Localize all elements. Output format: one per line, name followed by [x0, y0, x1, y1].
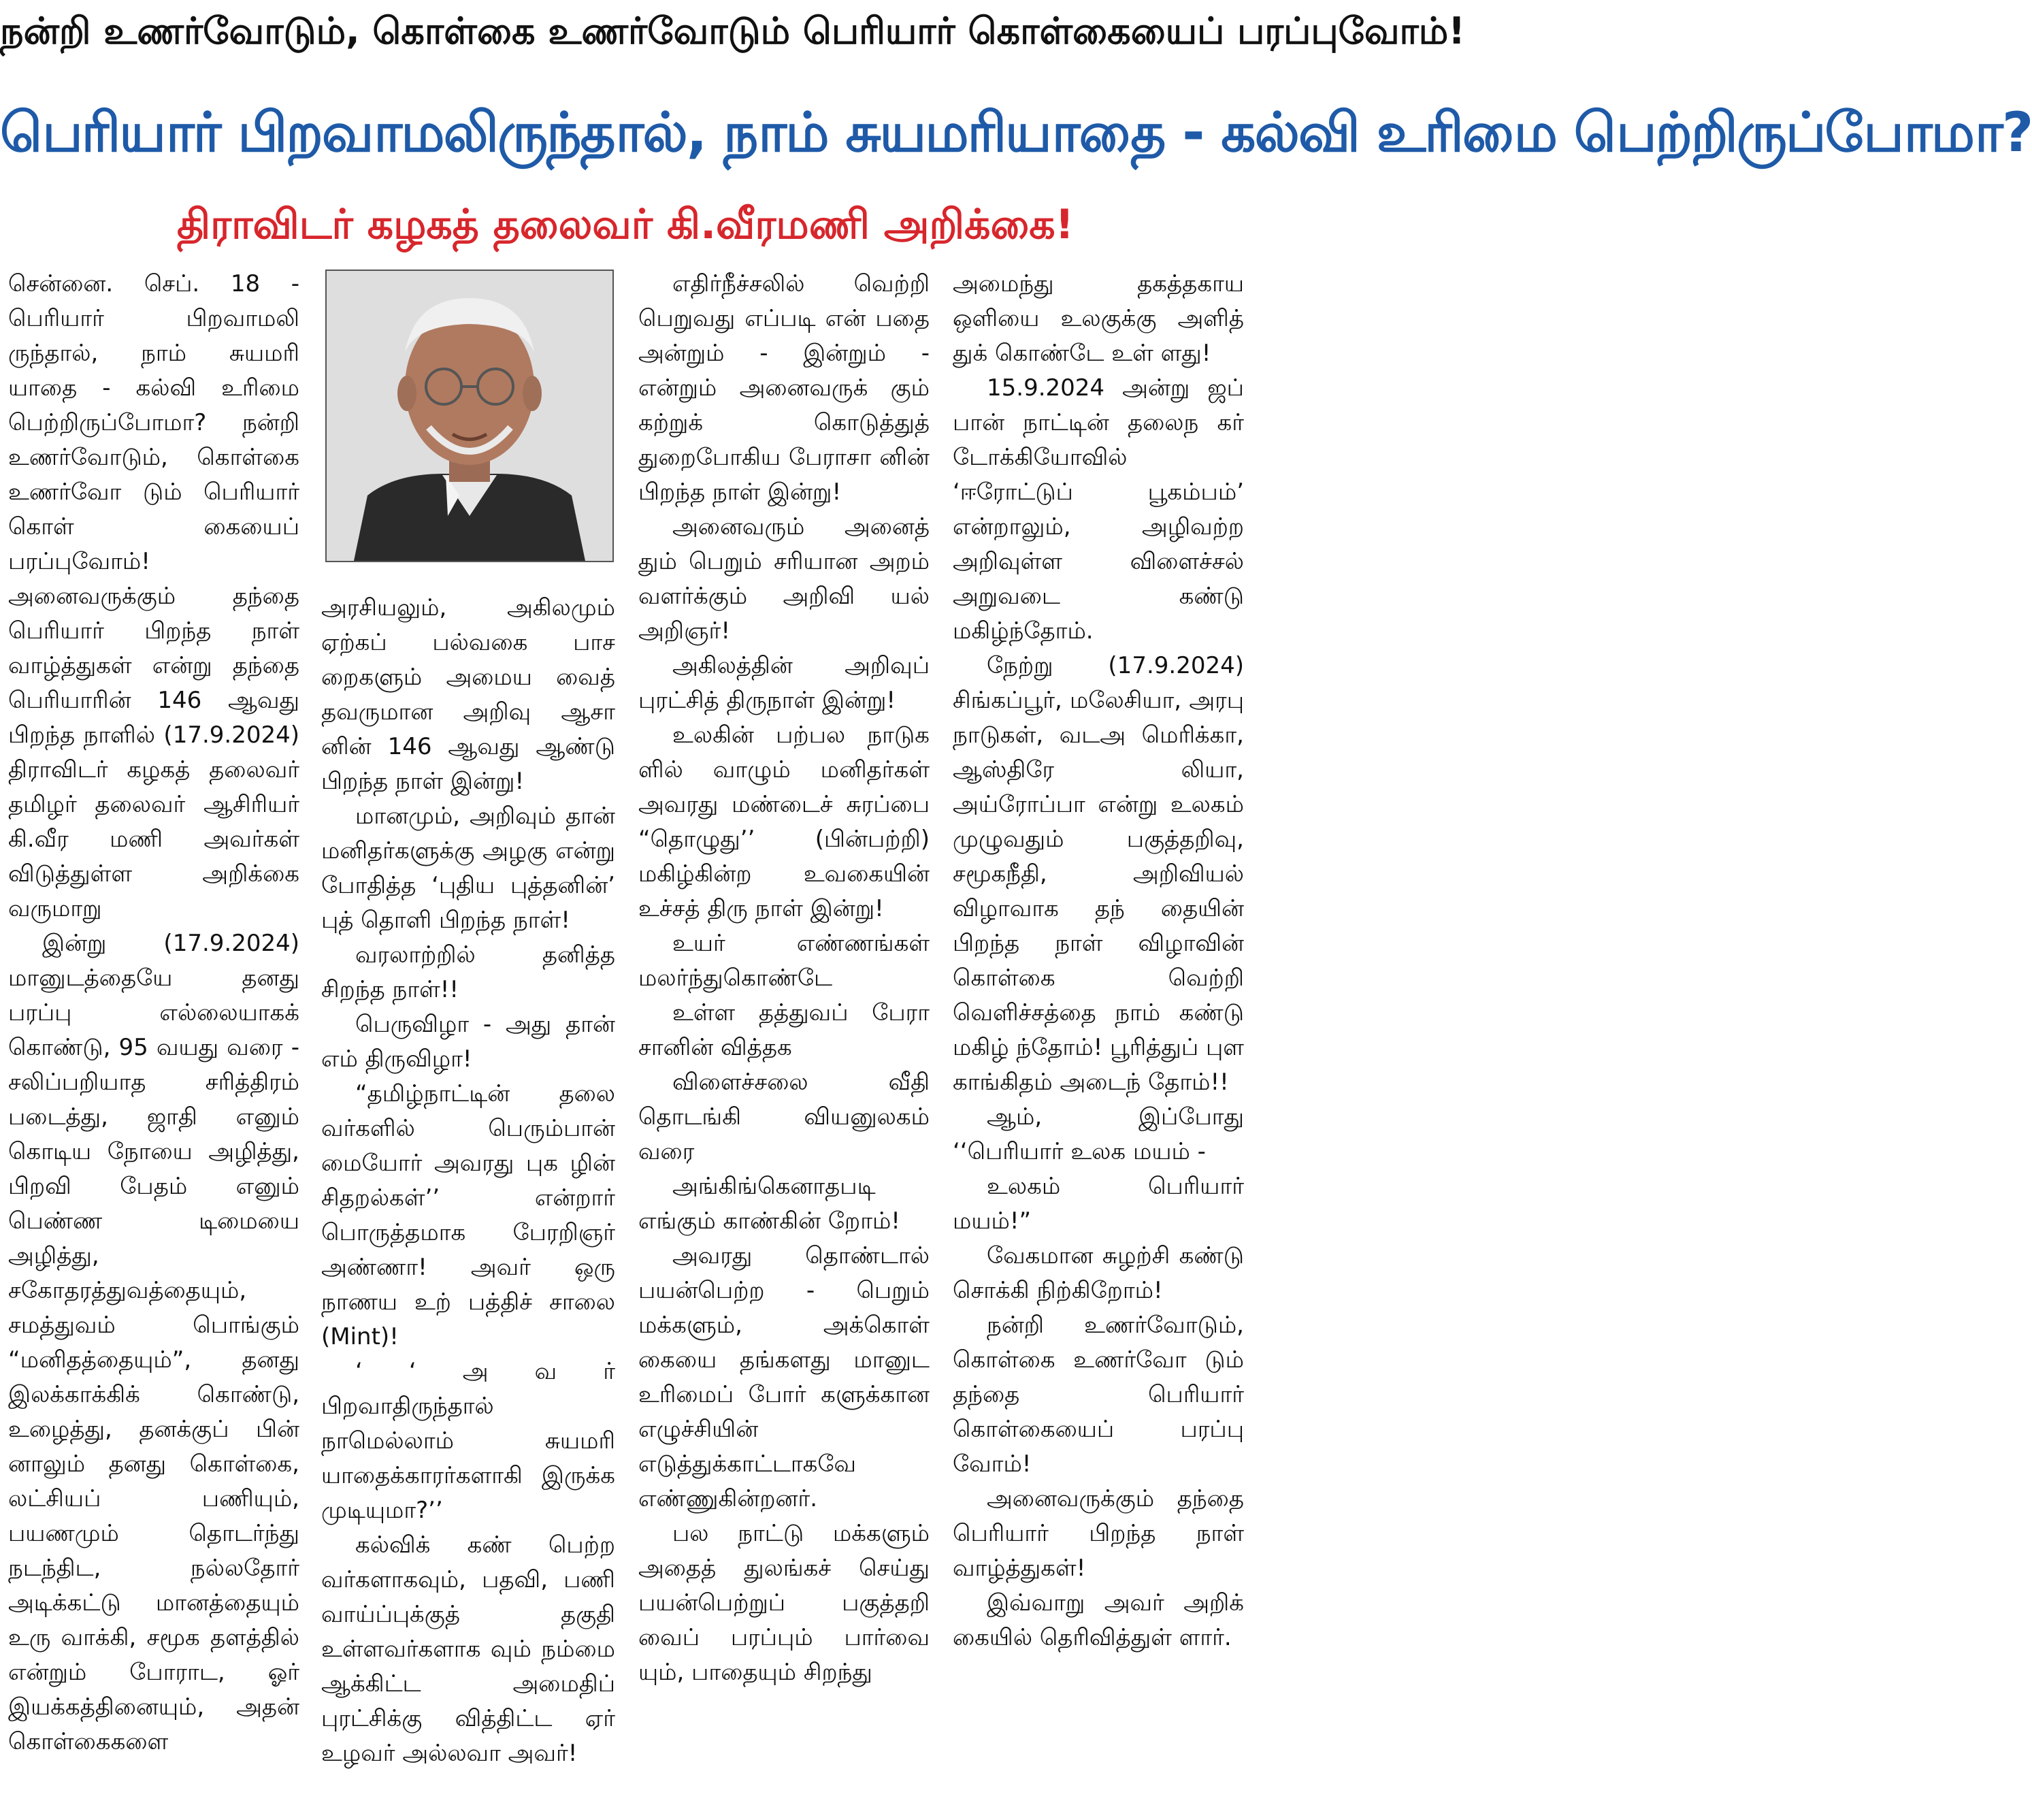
portrait-photo [325, 270, 614, 562]
paragraph: அனைவருக்கும் தந்தை பெரியார் பிறந்த நாள் வாழ்த்துகள்! [953, 1485, 1244, 1582]
paragraph: உலகின் பற்பல நாடுக ளில் வாழும் மனிதர்கள் அவரது மண்டைச் சுரப்பை “தொழுது’’ (பின்பற்றி) மகிழ்கின்ற உவகையின் உச்சத் திரு நாள் இன்று! [638, 721, 930, 922]
paragraph: ‘ ‘ அ வ ர் பிறவாதிருந்தால் நாமெல்லாம் சுயமரி யாதைக்காரர்களாகி இருக்க முடியுமா?’’ [321, 1358, 615, 1524]
paragraph: மானமும், அறிவும் தான் மனிதர்களுக்கு அழகு என்று போதித்த ‘புதிய புத்தனின்’ புத் தொளி பிறந்த நாள்! [321, 802, 615, 934]
paragraph: பெருவிழா - அது தான் எம் திருவிழா! [321, 1011, 615, 1073]
subheadline: திராவிடர் கழகத் தலைவர் கி.வீரமணி அறிக்கை! [176, 201, 1075, 248]
paragraph: வேகமான சுழற்சி கண்டு சொக்கி நிற்கிறோம்! [953, 1242, 1244, 1304]
paragraph: நேற்று (17.9.2024) சிங்கப்பூர், மலேசியா, அரபு நாடுகள், வடஅ மெரிக்கா, ஆஸ்திரே லியா, அய்ரோப்பா என்று உலகம் முழுவதும் பகுத்தறிவு, சமூகநீதி, அறிவியல் விழாவாக தந் தையின் பிறந்த நாள் விழாவின் கொள்கை வெற்றி வெளிச்சத்தை நாம் கண்டு மகிழ் ந்தோம்! பூரித்துப் புள காங்கிதம் அடைந் தோம்!! [953, 652, 1244, 1096]
paragraph: உள்ள தத்துவப் பேரா சானின் வித்தக [638, 999, 930, 1061]
paragraph: “தமிழ்நாட்டின் தலை வர்களில் பெரும்பான் மையோர் அவரது புக ழின் சிதறல்கள்’’ என்றார் பொருத்தமாக பேரறிஞர் அண்ணா! அவர் ஒரு நாணய உற் பத்திச் சாலை (Mint)! [321, 1080, 615, 1350]
paragraph: அகிலத்தின் அறிவுப் புரட்சித் திருநாள் இன்று! [638, 652, 930, 714]
paragraph: அங்கிங்கெனாதபடி எங்கும் காண்கின் றோம்! [638, 1173, 900, 1235]
paragraph: இவ்வாறு அவர் அறிக் கையில் தெரிவித்துள் ளார். [953, 1589, 1244, 1651]
column-2 [321, 591, 615, 1771]
paragraph: உலகம் பெரியார் மயம்!” [953, 1173, 1244, 1235]
column-4 [953, 267, 1244, 1655]
column-1 [8, 267, 299, 1759]
paragraph: அரசியலும், அகிலமும் ஏற்கப் பல்வகை பாச றைகளும் அமைய வைத் தவருமான அறிவு ஆசா னின் 146 ஆவது ஆண்டு பிறந்த நாள் இன்று! [321, 594, 615, 795]
paragraph: கல்விக் கண் பெற்ற வர்களாகவும், பதவி, பணி வாய்ப்புக்குத் தகுதி உள்ளவர்களாக வும் நம்மை ஆக்கிட்ட அமைதிப் புரட்சிக்கு வித்திட்ட ஏர் உழவர் அல்லவா அவர்! [321, 1531, 615, 1767]
paragraph: சென்னை. செப். 18 - பெரியார் பிறவாமலி ருந்தால், நாம் சுயமரி யாதை - கல்வி உரிமை பெற்றிருப்போமா? நன்றி உணர்வோடும், கொள்கை உணர்வோ டும் பெரியார் கொள் கையைப் பரப்புவோம்! அனைவருக்கும் தந்தை பெரியார் பிறந்த நாள் வாழ்த்துகள் என்று தந்தை பெரியாரின் 146 ஆவது பிறந்த நாளில் (17.9.2024) திராவிடர் கழகத் தலைவர் தமிழர் தலைவர் ஆசிரியர் கி.வீர மணி அவர்கள் விடுத்துள்ள அறிக்கை வருமாறு [8, 270, 299, 922]
paragraph: எதிர்நீச்சலில் வெற்றி பெறுவது எப்படி என் பதை அன்றும் - இன்றும் - என்றும் அனைவருக் கும் கற்றுக் கொடுத்துத் துறைபோகிய பேராசா னின் பிறந்த நாள் இன்று! [638, 270, 930, 506]
headline: பெரியார் பிறவாமலிருந்தால், நாம் சுயமரியாதை - கல்வி உரிமை பெற்றிருப்போமா? [0, 101, 2032, 164]
paragraph: நன்றி உணர்வோடும், கொள்கை உணர்வோ டும் தந்தை பெரியார் கொள்கையைப் பரப்பு வோம்! [953, 1312, 1244, 1478]
paragraph: பல நாட்டு மக்களும் அதைத் துலங்கச் செய்து பயன்பெற்றுப் பகுத்தறி வைப் பரப்பும் பார்வை யும், பாதையும் சிறந்து [638, 1520, 930, 1686]
column-3 [638, 267, 930, 1690]
kicker-line: நன்றி உணர்வோடும், கொள்கை உணர்வோடும் பெரியார் கொள்கையைப் பரப்புவோம்! [0, 10, 1465, 52]
portrait-icon [327, 271, 612, 561]
paragraph: அனைவரும் அனைத் தும் பெறும் சரியான அறம் வளர்க்கும் அறிவி யல் அறிஞர்! [638, 513, 930, 645]
paragraph: விளைச்சலை வீதி தொடங்கி வியனுலகம் வரை [638, 1069, 930, 1165]
paragraph: ஆம், இப்போது ‘‘பெரியார் உலக மயம் - [953, 1103, 1244, 1165]
paragraph: 15.9.2024 அன்று ஜப் பான் நாட்டின் தலைந கர் டோக்கியோவில் ‘ஈரோட்டுப் பூகம்பம்’ என்றாலும், அழிவற்ற அறிவுள்ள விளைச்சல் அறுவடை கண்டு மகிழ்ந்தோம். [953, 374, 1244, 645]
paragraph: அவரது தொண்டால் பயன்பெற்ற - பெறும் மக்களும், அக்கொள் கையை தங்களது மானுட உரிமைப் போர் களுக்கான எழுச்சியின் எடுத்துக்காட்டாகவே எண்ணுகின்றனர். [638, 1242, 930, 1512]
paragraph: இன்று (17.9.2024) மானுடத்தையே தனது பரப்பு எல்லையாகக் கொண்டு, 95 வயது வரை - சலிப்பறியாத சரித்திரம் படைத்து, ஜாதி எனும் கொடிய நோயை அழித்து, பிறவி பேதம் எனும் பெண்ண டிமையை அழித்து, சகோதரத்துவத்தையும், சமத்துவம் பொங்கும் “மனிதத்தையும்”, தனது இலக்காக்கிக் கொண்டு, உழைத்து, தனக்குப் பின் னாலும் தனது கொள்கை, லட்சியப் பணியும், பயணமும் தொடர்ந்து நடந்திட, நல்லதோர் அடிக்கட்டு மானத்தையும் உரு வாக்கி, சமூக தளத்தில் என்றும் போராட, ஓர் இயக்கத்தினையும், அதன் கொள்கைகளை [8, 930, 299, 1755]
paragraph: உயர் எண்ணங்கள் மலர்ந்துகொண்டே [638, 930, 930, 992]
paragraph: அமைந்து தகத்தகாய ஒளியை உலகுக்கு அளித் துக் கொண்டே உள் ளது! [953, 270, 1244, 367]
paragraph: வரலாற்றில் தனித்த சிறந்த நாள்!! [321, 941, 615, 1003]
